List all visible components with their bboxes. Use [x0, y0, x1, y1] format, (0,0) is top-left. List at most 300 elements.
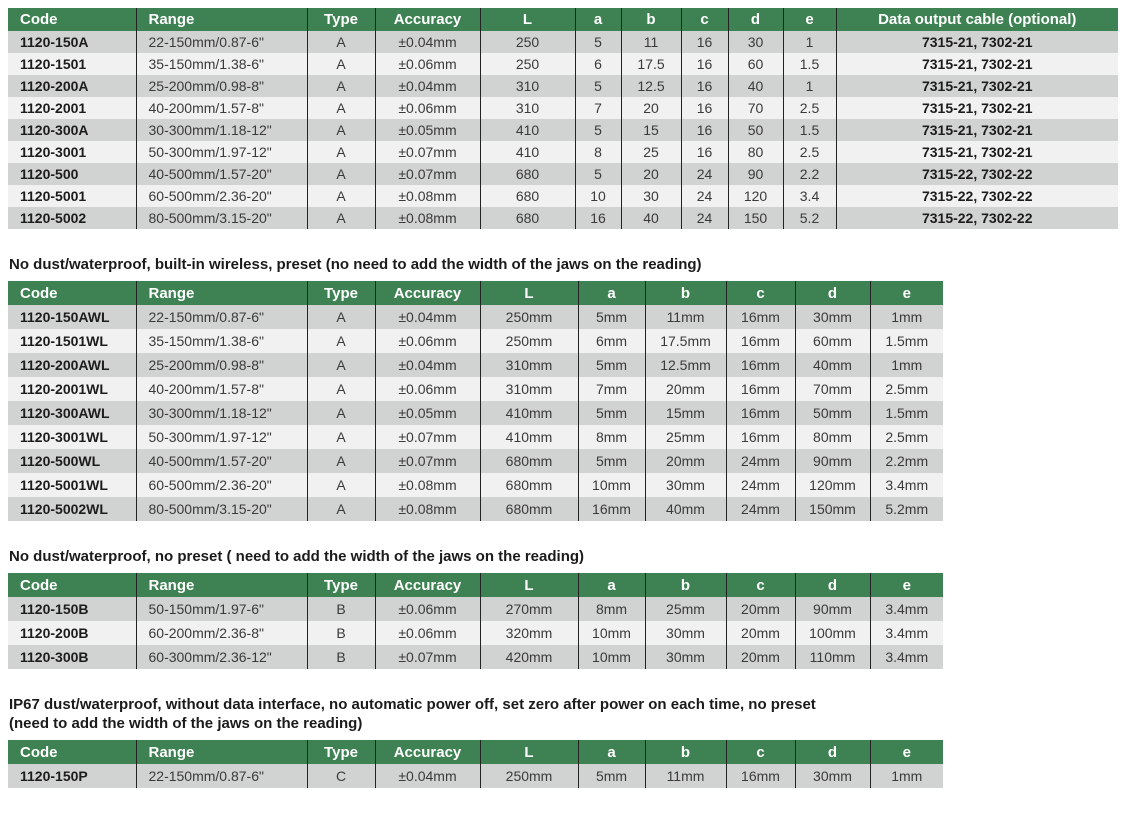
column-header: Accuracy	[375, 740, 480, 764]
table-cell: 310mm	[480, 377, 578, 401]
column-header: a	[575, 8, 621, 31]
column-header: c	[681, 8, 728, 31]
column-header: a	[578, 281, 645, 305]
table-cell: 16mm	[726, 401, 795, 425]
table-cell: ±0.04mm	[375, 75, 480, 97]
column-header: e	[870, 573, 943, 597]
table-cell: 24	[681, 163, 728, 185]
column-header: Code	[8, 573, 136, 597]
table-cell: 1120-5001WL	[8, 473, 136, 497]
table-cell: 1120-500WL	[8, 449, 136, 473]
table-cell: ±0.05mm	[375, 119, 480, 141]
table-body	[8, 31, 1118, 229]
table-cell: 2.5	[783, 97, 836, 119]
table-cell: 1.5mm	[870, 401, 943, 425]
table-cell: 1120-150A	[8, 31, 136, 53]
table-row	[8, 449, 943, 473]
table-cell: A	[307, 119, 375, 141]
table-cell: 16	[681, 141, 728, 163]
table-row	[8, 163, 1118, 185]
column-header: e	[870, 281, 943, 305]
table-cell: 90	[728, 163, 783, 185]
table-row	[8, 329, 943, 353]
table-cell: 24mm	[726, 497, 795, 521]
table-row	[8, 497, 943, 521]
column-header: b	[645, 740, 726, 764]
table-cell: 410	[480, 141, 575, 163]
table-cell: 2.5	[783, 141, 836, 163]
table-head	[8, 740, 943, 764]
table-cell: ±0.04mm	[375, 31, 480, 53]
table-cell: 420mm	[480, 645, 578, 669]
table-cell: 35-150mm/1.38-6"	[136, 329, 307, 353]
table-cell: 90mm	[795, 449, 870, 473]
table-cell: 70	[728, 97, 783, 119]
table-section-1	[8, 8, 1118, 229]
table-section-3	[8, 548, 1118, 669]
table-cell: 16	[681, 31, 728, 53]
table-cell: 5mm	[578, 764, 645, 788]
column-header: c	[726, 740, 795, 764]
table-cell: 30mm	[795, 305, 870, 329]
table-cell: 20mm	[726, 645, 795, 669]
table-cell: 25mm	[645, 425, 726, 449]
column-header: e	[783, 8, 836, 31]
column-header: Range	[136, 740, 307, 764]
table-cell: 3.4mm	[870, 473, 943, 497]
table-cell: 5mm	[578, 305, 645, 329]
table-cell: 10mm	[578, 621, 645, 645]
table-cell: 17.5	[621, 53, 681, 75]
table-cell: 25mm	[645, 597, 726, 621]
table-cell: 1120-150P	[8, 764, 136, 788]
table-cell: 5mm	[578, 449, 645, 473]
spec-table-1	[8, 8, 1118, 229]
table-cell: 1120-150B	[8, 597, 136, 621]
table-cell: 1mm	[870, 353, 943, 377]
column-header: Type	[307, 281, 375, 305]
table-cell: 40-500mm/1.57-20"	[136, 163, 307, 185]
column-header: Range	[136, 573, 307, 597]
table-body	[8, 597, 943, 669]
column-header: L	[480, 8, 575, 31]
table-cell: 20mm	[726, 621, 795, 645]
column-header: b	[645, 573, 726, 597]
table-cell: 11mm	[645, 764, 726, 788]
table-cell: 16mm	[726, 329, 795, 353]
table-cell: 30mm	[645, 473, 726, 497]
table-cell: 1120-150AWL	[8, 305, 136, 329]
table-cell: 20mm	[645, 449, 726, 473]
table-cell: 50-300mm/1.97-12"	[136, 425, 307, 449]
table-cell: 10	[575, 185, 621, 207]
table-cell: 11mm	[645, 305, 726, 329]
table-caption: No dust/waterproof, no preset ( need to add the width of the jaws on the reading)	[9, 548, 585, 565]
table-cell: ±0.07mm	[375, 425, 480, 449]
table-cell: 110mm	[795, 645, 870, 669]
column-header: d	[795, 740, 870, 764]
table-cell: 40	[621, 207, 681, 229]
table-cell: 1	[783, 31, 836, 53]
table-cell: B	[307, 645, 375, 669]
table-cell: 80mm	[795, 425, 870, 449]
table-cell: 5mm	[578, 401, 645, 425]
table-cell: ±0.04mm	[375, 305, 480, 329]
table-cell: A	[307, 141, 375, 163]
table-cell: 17.5mm	[645, 329, 726, 353]
table-cell: 5.2	[783, 207, 836, 229]
table-cell: A	[307, 449, 375, 473]
table-cell: ±0.08mm	[375, 207, 480, 229]
table-cell: A	[307, 75, 375, 97]
table-cell: 150	[728, 207, 783, 229]
table-cell: 250	[480, 53, 575, 75]
table-cell: 310	[480, 97, 575, 119]
table-cell: 7315-21, 7302-21	[836, 75, 1118, 97]
column-header: Type	[307, 8, 375, 31]
table-cell: 410mm	[480, 425, 578, 449]
table-cell: B	[307, 621, 375, 645]
table-cell: 16mm	[726, 425, 795, 449]
table-row	[8, 305, 943, 329]
table-cell: 680mm	[480, 473, 578, 497]
table-caption: No dust/waterproof, built-in wireless, preset (no need to add the width of the jaws on the reading)	[9, 256, 702, 273]
table-cell: 1120-5002WL	[8, 497, 136, 521]
table-row	[8, 353, 943, 377]
column-header: b	[621, 8, 681, 31]
column-header: c	[726, 573, 795, 597]
table-cell: 10mm	[578, 473, 645, 497]
table-cell: A	[307, 377, 375, 401]
table-cell: 1120-3001WL	[8, 425, 136, 449]
table-cell: 1.5	[783, 53, 836, 75]
table-cell: 30mm	[645, 645, 726, 669]
table-cell: 120mm	[795, 473, 870, 497]
column-header: d	[795, 281, 870, 305]
table-row	[8, 97, 1118, 119]
table-cell: A	[307, 207, 375, 229]
table-cell: 16	[681, 53, 728, 75]
table-cell: 50-300mm/1.97-12"	[136, 141, 307, 163]
table-cell: 6	[575, 53, 621, 75]
table-cell: 1120-200B	[8, 621, 136, 645]
table-cell: 10mm	[578, 645, 645, 669]
table-cell: 24	[681, 207, 728, 229]
table-cell: 1120-500	[8, 163, 136, 185]
table-cell: 1120-200A	[8, 75, 136, 97]
table-cell: 60-200mm/2.36-8"	[136, 621, 307, 645]
table-cell: 1120-200AWL	[8, 353, 136, 377]
table-cell: B	[307, 597, 375, 621]
table-cell: A	[307, 473, 375, 497]
table-cell: 250	[480, 31, 575, 53]
table-cell: 60-500mm/2.36-20"	[136, 473, 307, 497]
column-header: Accuracy	[375, 8, 480, 31]
table-cell: 1120-300B	[8, 645, 136, 669]
table-cell: A	[307, 97, 375, 119]
table-cell: 30-300mm/1.18-12"	[136, 119, 307, 141]
table-cell: 16	[681, 97, 728, 119]
table-cell: 1120-2001	[8, 97, 136, 119]
table-cell: 40mm	[645, 497, 726, 521]
table-section-2	[8, 256, 1118, 521]
table-cell: 7mm	[578, 377, 645, 401]
table-cell: A	[307, 185, 375, 207]
table-cell: 270mm	[480, 597, 578, 621]
table-cell: 120	[728, 185, 783, 207]
table-cell: 40	[728, 75, 783, 97]
table-cell: 680	[480, 185, 575, 207]
column-header: Accuracy	[375, 281, 480, 305]
table-cell: 250mm	[480, 764, 578, 788]
table-cell: 1	[783, 75, 836, 97]
table-cell: 5	[575, 163, 621, 185]
table-cell: 60mm	[795, 329, 870, 353]
table-cell: ±0.07mm	[375, 141, 480, 163]
table-cell: A	[307, 401, 375, 425]
table-cell: 7315-21, 7302-21	[836, 53, 1118, 75]
table-cell: ±0.06mm	[375, 621, 480, 645]
column-header: Type	[307, 740, 375, 764]
table-cell: 5	[575, 31, 621, 53]
table-cell: 30	[728, 31, 783, 53]
column-header: d	[728, 8, 783, 31]
table-cell: ±0.08mm	[375, 473, 480, 497]
table-cell: 16	[681, 75, 728, 97]
table-cell: 7315-21, 7302-21	[836, 97, 1118, 119]
table-row	[8, 401, 943, 425]
table-cell: 25	[621, 141, 681, 163]
table-cell: 100mm	[795, 621, 870, 645]
column-header: Range	[136, 8, 307, 31]
table-cell: 5mm	[578, 353, 645, 377]
table-cell: 22-150mm/0.87-6"	[136, 305, 307, 329]
spec-table-4	[8, 740, 943, 788]
table-cell: ±0.08mm	[375, 497, 480, 521]
table-cell: 16	[681, 119, 728, 141]
table-cell: 50-150mm/1.97-6"	[136, 597, 307, 621]
column-header: e	[870, 740, 943, 764]
table-cell: 30mm	[645, 621, 726, 645]
table-cell: 16mm	[578, 497, 645, 521]
table-cell: 22-150mm/0.87-6"	[136, 764, 307, 788]
table-cell: 7315-22, 7302-22	[836, 207, 1118, 229]
table-cell: 5	[575, 75, 621, 97]
table-cell: 310	[480, 75, 575, 97]
spec-table-2	[8, 281, 943, 521]
table-cell: 410mm	[480, 401, 578, 425]
table-row	[8, 75, 1118, 97]
column-header: Range	[136, 281, 307, 305]
table-cell: 7	[575, 97, 621, 119]
table-cell: 1120-1501	[8, 53, 136, 75]
table-cell: 60-300mm/2.36-12"	[136, 645, 307, 669]
table-cell: 20	[621, 163, 681, 185]
column-header: a	[578, 740, 645, 764]
table-cell: 24mm	[726, 473, 795, 497]
table-row	[8, 31, 1118, 53]
table-row	[8, 597, 943, 621]
column-header: L	[480, 573, 578, 597]
table-cell: A	[307, 329, 375, 353]
table-cell: 50	[728, 119, 783, 141]
table-cell: 8mm	[578, 425, 645, 449]
table-cell: 3.4mm	[870, 645, 943, 669]
table-cell: 16mm	[726, 764, 795, 788]
header-row	[8, 573, 943, 597]
column-header: Data output cable (optional)	[836, 8, 1118, 31]
table-row	[8, 377, 943, 401]
table-cell: 80	[728, 141, 783, 163]
table-cell: 12.5	[621, 75, 681, 97]
table-cell: ±0.06mm	[375, 377, 480, 401]
table-cell: 250mm	[480, 329, 578, 353]
table-section-4	[8, 696, 1118, 788]
column-header: b	[645, 281, 726, 305]
table-cell: 2.5mm	[870, 377, 943, 401]
table-cell: 90mm	[795, 597, 870, 621]
table-cell: 8	[575, 141, 621, 163]
table-cell: 1120-5001	[8, 185, 136, 207]
column-header: a	[578, 573, 645, 597]
column-header: Type	[307, 573, 375, 597]
table-cell: 7315-21, 7302-21	[836, 119, 1118, 141]
table-cell: A	[307, 163, 375, 185]
table-cell: ±0.07mm	[375, 449, 480, 473]
table-caption: IP67 dust/waterproof, without data interface, no automatic power off, set zero after power on each time, no preset	[9, 696, 816, 713]
table-cell: 6mm	[578, 329, 645, 353]
table-cell: 60	[728, 53, 783, 75]
table-cell: 25-200mm/0.98-8"	[136, 353, 307, 377]
table-cell: 2.5mm	[870, 425, 943, 449]
column-header: Code	[8, 740, 136, 764]
table-cell: 20mm	[645, 377, 726, 401]
table-cell: 20	[621, 97, 681, 119]
column-header: Code	[8, 8, 136, 31]
table-cell: A	[307, 31, 375, 53]
table-cell: A	[307, 353, 375, 377]
table-cell: 320mm	[480, 621, 578, 645]
table-head	[8, 281, 943, 305]
table-cell: 16mm	[726, 305, 795, 329]
table-cell: ±0.04mm	[375, 353, 480, 377]
table-cell: ±0.05mm	[375, 401, 480, 425]
table-row	[8, 207, 1118, 229]
table-cell: 40-500mm/1.57-20"	[136, 449, 307, 473]
table-cell: 1120-3001	[8, 141, 136, 163]
table-cell: ±0.04mm	[375, 764, 480, 788]
table-cell: 7315-22, 7302-22	[836, 163, 1118, 185]
table-cell: 15	[621, 119, 681, 141]
table-cell: 40-200mm/1.57-8"	[136, 377, 307, 401]
table-cell: 5.2mm	[870, 497, 943, 521]
table-cell: 7315-22, 7302-22	[836, 185, 1118, 207]
table-cell: 680	[480, 163, 575, 185]
table-cell: 1mm	[870, 305, 943, 329]
table-cell: 16	[575, 207, 621, 229]
table-row	[8, 185, 1118, 207]
table-cell: 2.2	[783, 163, 836, 185]
table-cell: 70mm	[795, 377, 870, 401]
table-cell: 12.5mm	[645, 353, 726, 377]
table-cell: 3.4mm	[870, 621, 943, 645]
table-cell: 1120-2001WL	[8, 377, 136, 401]
table-head	[8, 573, 943, 597]
table-cell: 20mm	[726, 597, 795, 621]
table-row	[8, 473, 943, 497]
table-cell: 40-200mm/1.57-8"	[136, 97, 307, 119]
table-cell: 16mm	[726, 353, 795, 377]
table-cell: 30mm	[795, 764, 870, 788]
table-cell: A	[307, 305, 375, 329]
table-cell: 50mm	[795, 401, 870, 425]
table-cell: 680mm	[480, 497, 578, 521]
table-cell: ±0.06mm	[375, 329, 480, 353]
table-cell: 7315-21, 7302-21	[836, 31, 1118, 53]
table-cell: 7315-21, 7302-21	[836, 141, 1118, 163]
table-row	[8, 141, 1118, 163]
table-cell: 5	[575, 119, 621, 141]
table-row	[8, 425, 943, 449]
table-cell: 80-500mm/3.15-20"	[136, 497, 307, 521]
table-head	[8, 8, 1118, 31]
column-header: c	[726, 281, 795, 305]
table-cell: ±0.06mm	[375, 97, 480, 119]
table-cell: A	[307, 497, 375, 521]
table-body	[8, 305, 943, 521]
table-cell: 24	[681, 185, 728, 207]
table-cell: ±0.07mm	[375, 163, 480, 185]
column-header: L	[480, 740, 578, 764]
column-header: Code	[8, 281, 136, 305]
table-cell: 2.2mm	[870, 449, 943, 473]
table-cell: ±0.07mm	[375, 645, 480, 669]
table-cell: 11	[621, 31, 681, 53]
table-cell: 30-300mm/1.18-12"	[136, 401, 307, 425]
header-row	[8, 740, 943, 764]
table-cell: 1.5	[783, 119, 836, 141]
table-cell: A	[307, 425, 375, 449]
header-row	[8, 281, 943, 305]
spec-table-3	[8, 573, 943, 669]
table-row	[8, 764, 943, 788]
table-cell: A	[307, 53, 375, 75]
table-cell: 250mm	[480, 305, 578, 329]
table-cell: 680	[480, 207, 575, 229]
table-cell: 1120-5002	[8, 207, 136, 229]
table-cell: 60-500mm/2.36-20"	[136, 185, 307, 207]
table-cell: 3.4mm	[870, 597, 943, 621]
table-cell: 1120-300A	[8, 119, 136, 141]
header-row	[8, 8, 1118, 31]
table-body	[8, 764, 943, 788]
table-cell: 22-150mm/0.87-6"	[136, 31, 307, 53]
table-cell: 1120-1501WL	[8, 329, 136, 353]
column-header: Accuracy	[375, 573, 480, 597]
table-cell: 1mm	[870, 764, 943, 788]
table-cell: C	[307, 764, 375, 788]
table-row	[8, 645, 943, 669]
table-row	[8, 119, 1118, 141]
table-cell: 410	[480, 119, 575, 141]
table-cell: 680mm	[480, 449, 578, 473]
table-cell: 1120-300AWL	[8, 401, 136, 425]
table-cell: 80-500mm/3.15-20"	[136, 207, 307, 229]
table-cell: 24mm	[726, 449, 795, 473]
table-row	[8, 621, 943, 645]
table-caption: (need to add the width of the jaws on the reading)	[9, 715, 363, 732]
table-cell: 40mm	[795, 353, 870, 377]
